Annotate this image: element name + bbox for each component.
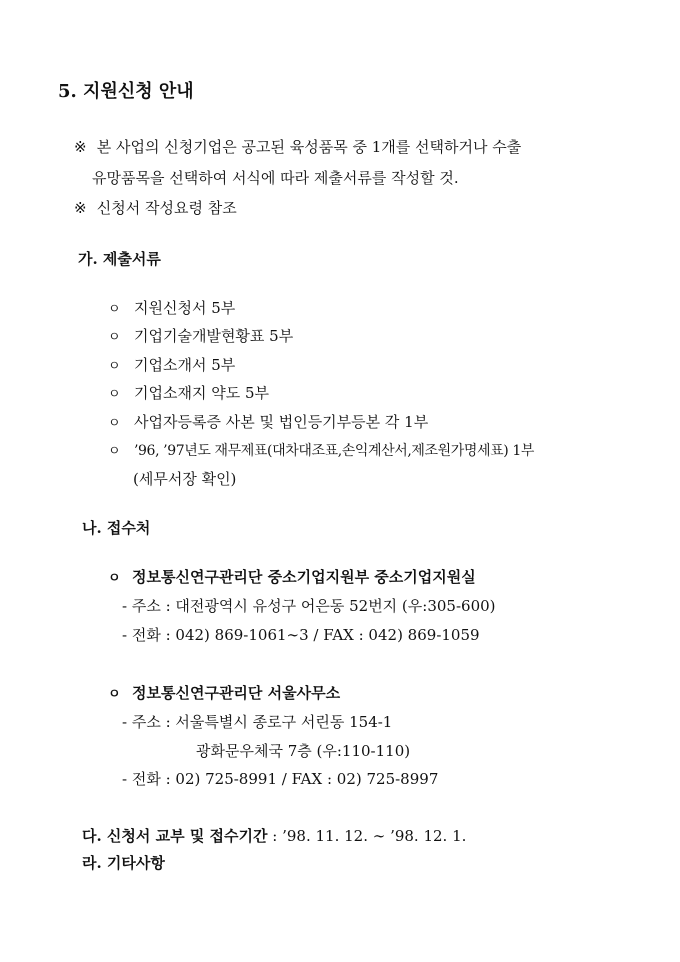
office-2-phone: - 전화 : 02) 725-8991 / FAX : 02) 725-8997 xyxy=(122,770,439,788)
list-item-text: 기업소재지 약도 5부 xyxy=(134,384,270,402)
office-2-address: - 주소 : 서울특별시 종로구 서린동 154-1 xyxy=(122,713,393,731)
list-item-continuation: (세무서장 확인) xyxy=(133,470,237,488)
bullet-icon: ㅇ xyxy=(108,571,121,586)
submission-period xyxy=(82,826,466,846)
bullet-icon: ㅇ xyxy=(108,416,121,431)
section-title: 5. 지원신청 안내 xyxy=(58,81,194,102)
heading-na: 나. 접수처 xyxy=(82,519,151,537)
office-1-address: - 주소 : 대전광역시 유성구 어은동 52번지 (우:305-600) xyxy=(122,597,496,615)
note-1-line-1: 본 사업의 신청기업은 공고된 육성품목 중 1개를 선택하거나 수출 xyxy=(96,138,522,156)
office-1-phone: - 전화 : 042) 869-1061∼3 / FAX : 042) 869-1059 xyxy=(122,626,480,644)
heading-ra: 라. 기타사항 xyxy=(82,854,165,872)
bullet-icon: ㅇ xyxy=(108,330,121,345)
reference-mark-icon: ※ xyxy=(74,199,87,217)
heading-da: 다. 신청서 교부 및 접수기간 xyxy=(82,827,268,845)
list-item xyxy=(108,355,235,377)
note-2 xyxy=(74,198,237,218)
note-1 xyxy=(74,137,521,157)
bullet-icon: ㅇ xyxy=(108,444,121,459)
office-name-text: 정보통신연구관리단 서울사무소 xyxy=(132,684,341,702)
note-1-line-2: 유망품목을 선택하여 서식에 따라 제출서류를 작성할 것. xyxy=(92,169,459,187)
bullet-icon: ㅇ xyxy=(108,687,121,702)
list-item-text: 지원신청서 5부 xyxy=(134,299,236,317)
list-item xyxy=(108,441,534,462)
list-item xyxy=(108,298,235,320)
bullet-icon: ㅇ xyxy=(108,387,121,402)
office-name-text: 정보통신연구관리단 중소기업지원부 중소기업지원실 xyxy=(132,568,476,586)
list-item xyxy=(108,326,293,348)
note-2-text: 신청서 작성요령 참조 xyxy=(96,199,237,217)
office-2-address-line-2: 광화문우체국 7층 (우:110-110) xyxy=(196,742,411,760)
office-2-name xyxy=(108,683,340,705)
heading-ga: 가. 제출서류 xyxy=(78,250,161,268)
list-item-text: ’96, ’97년도 재무제표(대차대조표,손익계산서,제조원가명세표) 1부 xyxy=(134,443,535,459)
list-item-text: 기업소개서 5부 xyxy=(134,356,236,374)
office-1-name xyxy=(108,567,476,589)
list-item-text: 사업자등록증 사본 및 법인등기부등본 각 1부 xyxy=(134,413,429,431)
list-item-text: 기업기술개발현황표 5부 xyxy=(134,327,294,345)
list-item xyxy=(108,383,269,405)
bullet-icon: ㅇ xyxy=(108,302,121,317)
reference-mark-icon: ※ xyxy=(74,138,87,156)
list-item xyxy=(108,412,428,434)
submission-period-value: : ’98. 11. 12. ∼ ’98. 12. 1. xyxy=(267,827,467,845)
bullet-icon: ㅇ xyxy=(108,359,121,374)
